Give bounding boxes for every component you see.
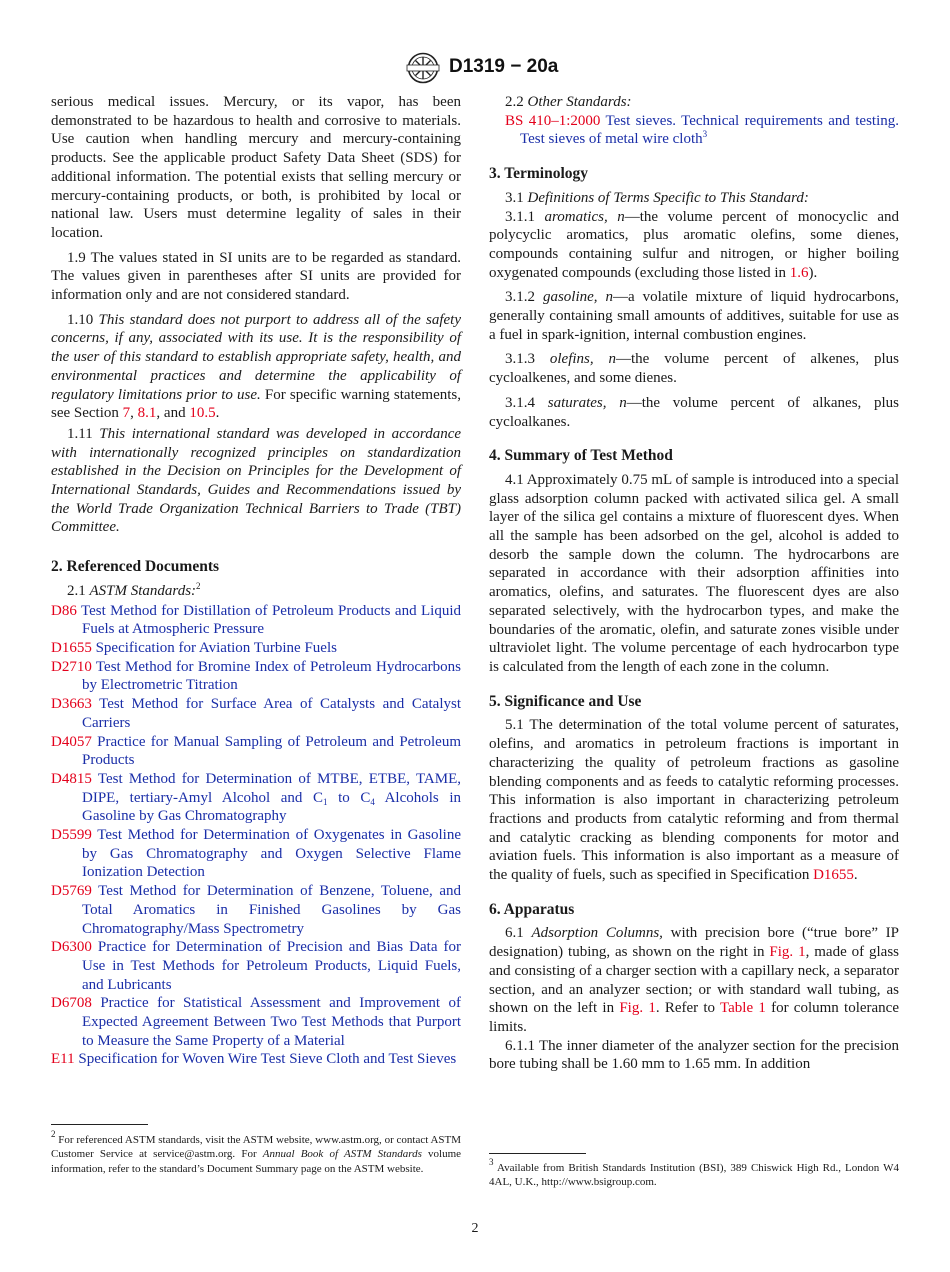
reference-d4057[interactable]: D4057 Practice for Manual Sampling of Petroleum and Petroleum Products <box>51 733 461 769</box>
definition-olefins: 3.1.3 olefins, n—the volume percent of alkenes, plus cycloalkenes, and some dienes. <box>489 351 900 387</box>
footnote-2: $^2$ For referenced ASTM standards, visit the ASTM website, www.astm.org, or contact ASTM Customer Service at service@astm.org. For Annual Book of ASTM Standards volume information, refer to the standard’s Document Summary page on the ASTM website. <box>51 1129 462 1175</box>
section-5-heading: 5. Significance and Use <box>489 692 642 710</box>
right-column <box>489 93 899 1074</box>
reference-d5599[interactable]: D5599 Test Method for Determination of Oxygenates in Gasoline by Gas Chromatography and Oxygen Selective Flame Ionization Detection <box>51 827 461 881</box>
table-1-link[interactable]: Table 1 <box>720 1000 766 1017</box>
reference-list <box>51 602 461 1070</box>
paragraph-intro: serious medical issues. Mercury, or its vapor, has been demonstrated to be hazardous to health and corrosive to materials. Use caution when handling mercury and mercury-containing products. See the applicable product Safety Data Sheet (SDS) for additional information. The potential exists that selling mercury or mercury-containing products, or both, is prohibited by local or national law. Users must determine legality of sales in their location. <box>51 94 461 241</box>
footnote-divider-right <box>489 1153 586 1154</box>
left-column <box>51 93 461 1069</box>
definition-saturates: 3.1.4 saturates, n—the volume percent of alkanes, plus cycloalkanes. <box>489 394 900 430</box>
reference-e11[interactable]: E11 Specification for Woven Wire Test Sieve Cloth and Test Sieves <box>51 1051 457 1068</box>
section-6-heading: 6. Apparatus <box>489 900 575 918</box>
section-10-5-link[interactable]: 10.5 <box>189 405 216 422</box>
reference-d1655[interactable]: D1655 Specification for Aviation Turbine Fuels <box>51 639 337 656</box>
definition-aromatics: 3.1.1 aromatics, n—the volume percent of monocyclic and polycyclic aromatics, plus aromatic olefins, some dienes, compounds containing sulfur and nitrogen, or higher boiling oxygenated compounds (excluding those listed in 1.6). <box>489 208 899 281</box>
page-header <box>0 52 950 86</box>
document-id: D1319 − 20a <box>449 56 559 77</box>
paragraph-6-1: 6.1 Adsorption Columns, with precision bore (“true bore” IP designation) tubing, as shown on the right in Fig. 1, made of glass and consisting of a charger section with a capillary neck, a separator section, and an analyzer section; or with standard wall tubing, as shown on the left in Fig. 1. Refer to Table 1 for column tolerance limits. <box>489 925 900 1035</box>
paragraph-6-1-1: 6.1.1 The inner diameter of the analyzer section for the precision bore tubing shall be 1.60 mm to 1.65 mm. In addition <box>489 1037 899 1073</box>
paragraph-1-11: 1.11 This international standard was developed in accordance with internationally recognized principles on standardization established in the Decision on Principles for the Development of International Standards, Guides and Recommendations issued by the World Trade Organization Technical Barriers to Trade (TBT) Committee. <box>51 425 462 536</box>
section-3-heading: 3. Terminology <box>489 165 589 183</box>
section-7-link[interactable]: 7 <box>122 405 131 422</box>
d1655-link[interactable]: D1655 <box>813 867 854 884</box>
reference-bs-410[interactable]: BS 410–1:2000 Test sieves. Technical requirements and testing. Test sieves of metal wire cloth$^3$ <box>505 112 899 148</box>
reference-d5769[interactable]: D5769 Test Method for Determination of Benzene, Toluene, and Total Aromatics in Finished Gasolines by Gas Chromatography/Mass Spectrometry <box>51 883 461 937</box>
reference-d4815[interactable]: D4815 Test Method for Determination of MTBE, ETBE, TAME, DIPE, tertiary-Amyl Alcohol and $C_1$ to $C_4$ Alcohols in Gasoline by Gas Chromatography <box>51 770 462 825</box>
subsection-2-1: 2.1 ASTM Standards:$^2$ <box>67 580 201 599</box>
footnote-3: $^3$ Available from British Standards Institution (BSI), 389 Chiswick High Rd., London W4 4AL, U.K., http://www.bsigroup.com. <box>489 1157 899 1189</box>
definition-gasoline: 3.1.2 gasoline, n—a volatile mixture of liquid hydrocarbons, generally containing small amounts of additives, suitable for use as a fuel in spark-ignition, internal combustion engines. <box>489 289 899 343</box>
subsection-3-1: 3.1 Definitions of Terms Specific to This Standard: <box>505 189 809 206</box>
page-number: 2 <box>471 1221 479 1236</box>
footnote-divider-left <box>51 1124 148 1125</box>
section-8-1-link[interactable]: 8.1 <box>137 405 157 422</box>
reference-d6708[interactable]: D6708 Practice for Statistical Assessment and Improvement of Expected Agreement Between Two Test Methods that Purport to Measure the Same Property of a Material <box>51 995 462 1049</box>
subsection-2-2: 2.2 Other Standards: <box>505 94 632 110</box>
fig-1-link[interactable]: Fig. 1 <box>769 944 806 961</box>
paragraph-1-10: 1.10 This standard does not purport to address all of the safety concerns, if any, associated with its use. It is the responsibility of the user of this standard to establish appropriate safety, health, and environmental practices and determine the applicability of regulatory limitations prior to use. For specific warning statements, see Section 7, 8.1, and 10.5. <box>51 311 462 422</box>
paragraph-4-1: 4.1 Approximately 0.75 mL of sample is introduced into a special glass adsorption column packed with activated silica gel. A small layer of the silica gel contains a mixture of fluorescent dyes. When all the sample has been adsorbed on the gel, alcohol is added to desorb the sample down the column. The hydrocarbons are separated in accordance with their adsorption affinities into aromatics, olefins, and saturates. The fluorescent dyes are also separated selectively, with the hydrocarbon types, and make the boundaries of the aromatic, olefin, and saturate zones visible under ultraviolet light. The volume percentage of each hydrocarbon type is calculated from the length of each zone in the column. <box>489 471 899 675</box>
reference-d6300[interactable]: D6300 Practice for Determination of Precision and Bias Data for Use in Test Methods for Petroleum Products, Liquid Fuels, and Lubricants <box>51 939 461 993</box>
section-2-heading: 2. Referenced Documents <box>51 558 220 576</box>
reference-d3663[interactable]: D3663 Test Method for Surface Area of Catalysts and Catalyst Carriers <box>51 696 461 731</box>
section-4-heading: 4. Summary of Test Method <box>489 447 673 465</box>
reference-d86[interactable]: D86 Test Method for Distillation of Petroleum Products and Liquid Fuels at Atmospheric Pressure <box>51 602 461 638</box>
paragraph-5-1: 5.1 The determination of the total volume percent of saturates, olefins, and aromatics in petroleum fractions is important in characterizing the quality of petroleum fractions as gasoline blending components and as feeds to catalytic reforming processes. This information is also important in characterizing petroleum fractions and products from catalytic reforming and from thermal and catalytic cracking as blending components for motor and aviation fuels. This information is also important as a measure of the quality of fuels, such as specified in Specification D1655. <box>489 717 899 884</box>
astm-logo-icon <box>403 52 443 84</box>
paragraph-1-9: 1.9 The values stated in SI units are to be regarded as standard. The values given in parentheses after SI units are provided for information only and are not considered standard. <box>51 249 461 304</box>
fig-1-link-2[interactable]: Fig. 1 <box>619 1000 656 1017</box>
section-1-6-link[interactable]: 1.6 <box>789 264 809 281</box>
reference-d2710[interactable]: D2710 Test Method for Bromine Index of Petroleum Hydrocarbons by Electrometric Titration <box>51 658 462 694</box>
